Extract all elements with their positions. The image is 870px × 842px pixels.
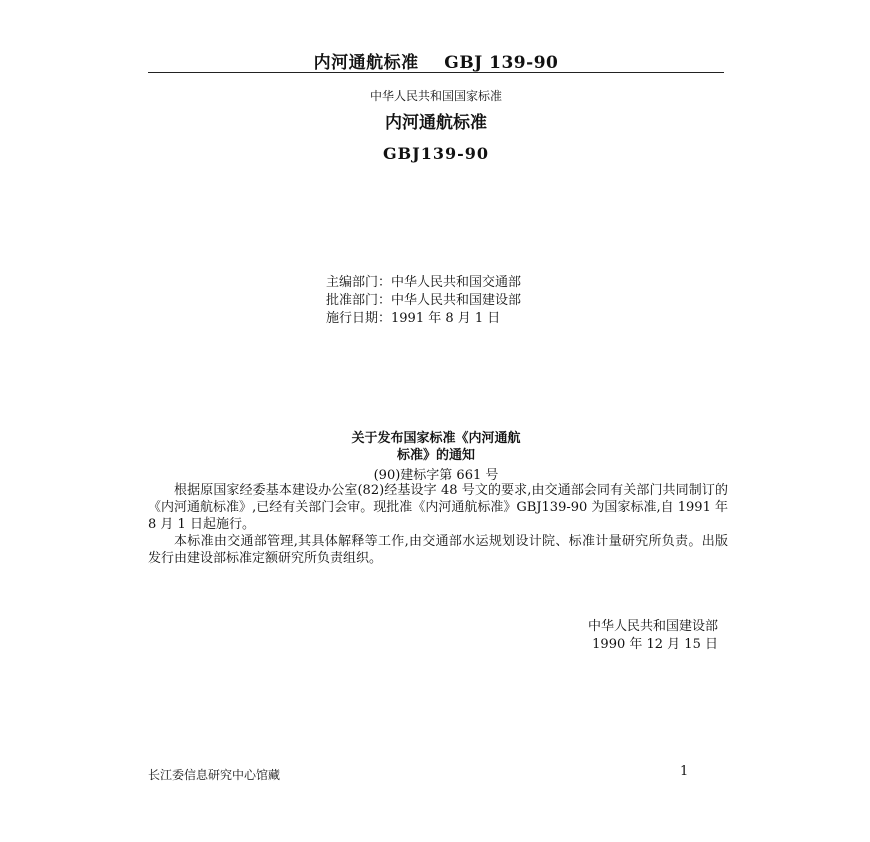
notice-paragraph: 根据原国家经委基本建设办公室(82)经基设字 48 号文的要求,由交通部会同有关部门共同制订的《内河通航标准》,已经有关部门会审。现批准《内河通航标准》GBJ139-90 为国家标准,自 1991 年 8 月 1 日起施行。: [148, 483, 728, 532]
notice-body: [148, 482, 728, 567]
meta-effective-date: 施行日期：1991 年 8 月 1 日: [326, 311, 501, 326]
notice-paragraph: 本标准由交通部管理,其具体解释等工作,由交通部水运规划设计院、标准计量研究所负责。出版发行由建设部标准定额研究所负责组织。: [148, 534, 728, 566]
meta-editor-department: 主编部门：中华人民共和国交通部: [326, 275, 522, 290]
header-divider: [148, 72, 724, 73]
footer-collection-note: 长江委信息研究中心馆藏: [148, 768, 281, 782]
notice-title: [148, 430, 724, 464]
standard-name: 内河通航标准: [385, 113, 487, 133]
signature-date: 1990 年 12 月 15 日: [592, 637, 718, 652]
page-number: 1: [680, 764, 689, 779]
standard-code: GBJ139-90: [382, 144, 490, 163]
standard-meta: [326, 274, 521, 328]
signature-org: 中华人民共和国建设部: [587, 619, 718, 634]
notice-title-line-1: 关于发布国家标准《内河通航: [351, 431, 521, 446]
notice-title-line-2: 标准》的通知: [396, 448, 475, 463]
running-header-title: 内河通航标准 GBJ 139-90: [313, 53, 559, 73]
signature-block: [588, 618, 718, 654]
standard-category: 中华人民共和国国家标准: [369, 89, 502, 103]
notice-number: (90)建标字第 661 号: [373, 468, 499, 483]
meta-approval-department: 批准部门：中华人民共和国建设部: [326, 293, 522, 308]
